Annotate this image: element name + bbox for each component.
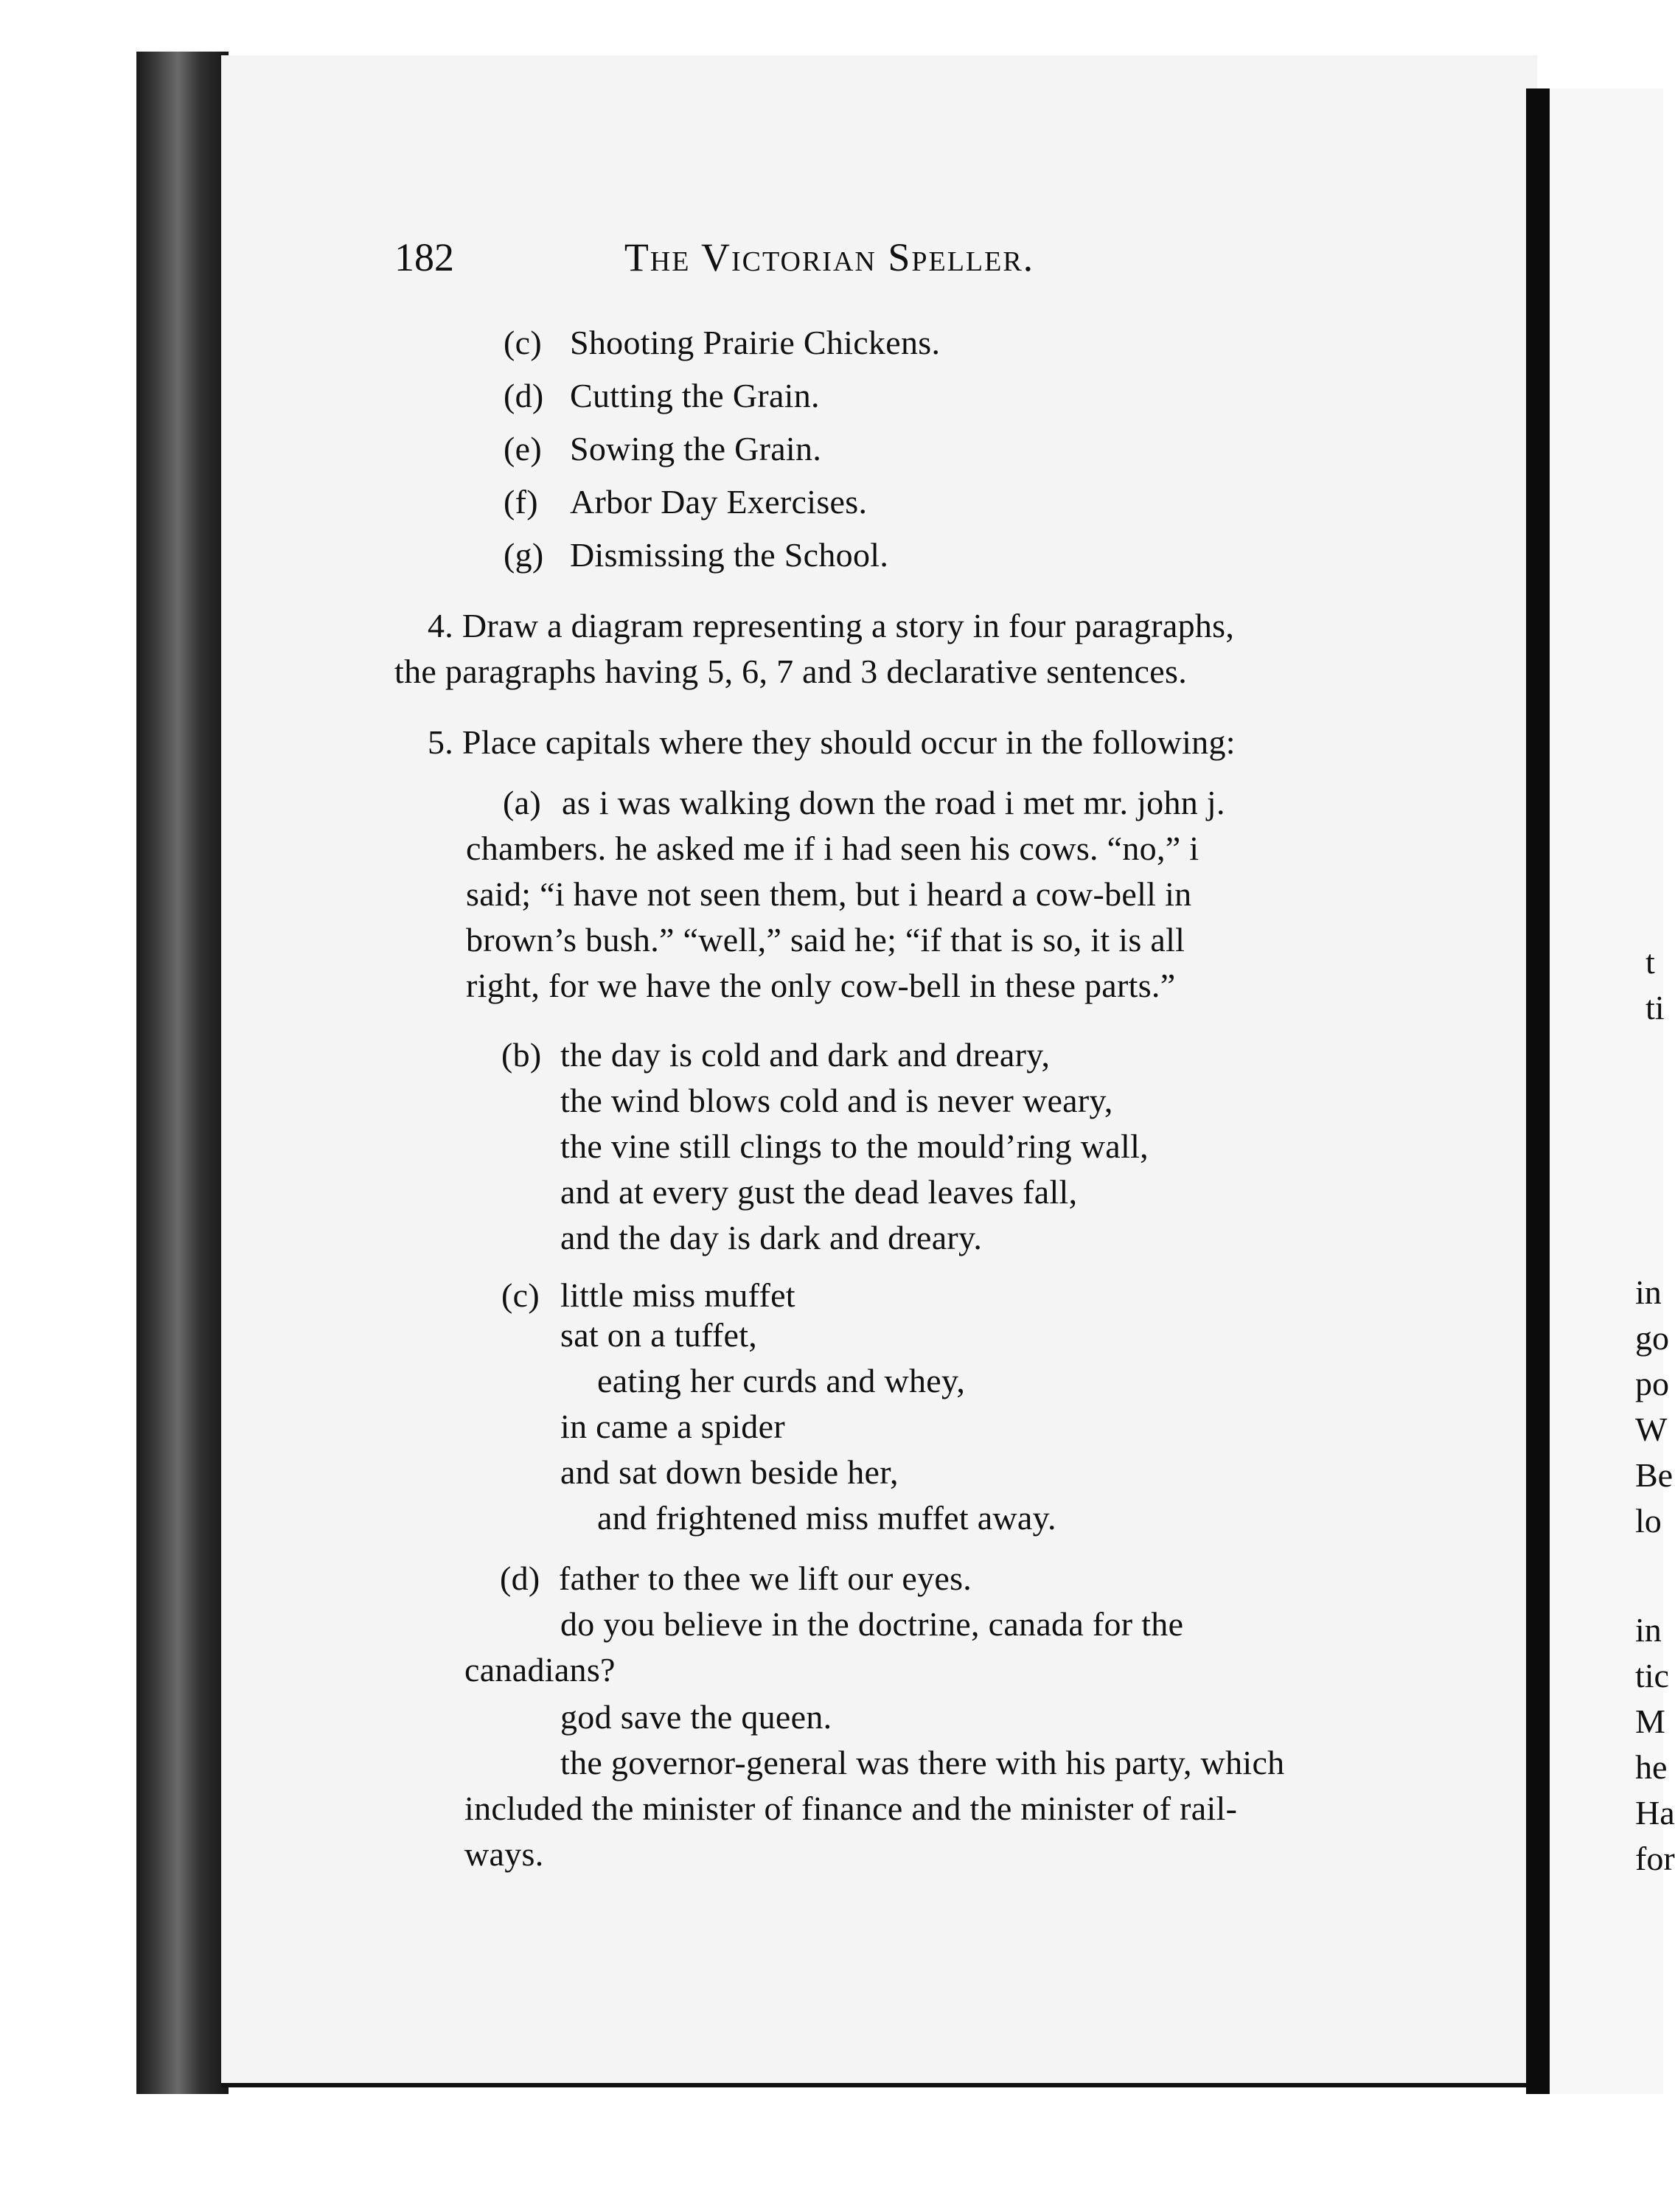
list-item-label: (g) — [504, 536, 544, 574]
list-item — [504, 323, 940, 362]
exercise-5c-line: in came a spider — [560, 1408, 785, 1445]
list-item-text: Dismissing the School. — [570, 536, 889, 574]
exercise-5c-line — [501, 1276, 795, 1315]
exercise-5b-line: the vine still clings to the mould’ring wall, — [560, 1127, 1149, 1165]
facing-page-fragment: in — [1635, 1273, 1662, 1311]
exercise-5d-line: god save the queen. — [560, 1698, 832, 1736]
list-item — [504, 429, 821, 468]
exercise-5b-label: (b) — [501, 1036, 542, 1074]
facing-page-fragment: M — [1635, 1703, 1665, 1740]
list-item-label: (f) — [504, 483, 538, 521]
facing-page-fragment: lo — [1635, 1502, 1662, 1540]
facing-page-fragment: go — [1635, 1319, 1669, 1357]
exercise-5a-line — [503, 783, 1225, 822]
list-item-text: Shooting Prairie Chickens. — [570, 324, 941, 361]
facing-page-fragment: tic — [1635, 1657, 1669, 1694]
exercise-4-line: 4. Draw a diagram representing a story in four paragraphs, — [428, 607, 1235, 644]
running-title: The Victorian Speller. — [624, 235, 1035, 279]
facing-page-fragment: po — [1635, 1365, 1669, 1402]
facing-page-fragment: W — [1635, 1411, 1668, 1448]
exercise-5c-line: and sat down beside her, — [560, 1453, 899, 1491]
exercise-5a-line: chambers. he asked me if i had seen his cows. “no,” i — [466, 830, 1199, 867]
list-item — [504, 482, 867, 521]
page-gutter — [1526, 88, 1550, 2094]
book-binding — [136, 52, 229, 2094]
facing-page-fragment: for — [1635, 1840, 1675, 1877]
facing-page-fragment: he — [1635, 1748, 1668, 1786]
exercise-5d-label: (d) — [500, 1559, 540, 1597]
facing-page-fragment: Be — [1635, 1456, 1674, 1494]
exercise-5c-line: and frightened miss muffet away. — [597, 1499, 1056, 1537]
exercise-5a-line: said; “i have not seen them, but i heard a cow-bell in — [466, 875, 1192, 913]
page-number: 182 — [394, 235, 454, 279]
exercise-5b-line: and the day is dark and dreary. — [560, 1219, 983, 1256]
list-item-text: Sowing the Grain. — [570, 430, 822, 467]
exercise-4-line: the paragraphs having 5, 6, 7 and 3 declarative sentences. — [394, 653, 1187, 690]
exercise-5b-line: the wind blows cold and is never weary, — [560, 1082, 1113, 1119]
exercise-5b-line — [501, 1035, 1050, 1074]
exercise-5d-line — [500, 1559, 972, 1598]
list-item-text: Cutting the Grain. — [570, 377, 820, 414]
exercise-5c-label: (c) — [501, 1276, 540, 1314]
exercise-5a-line: right, for we have the only cow-bell in these parts.” — [466, 967, 1176, 1004]
exercise-5a-line: brown’s bush.” “well,” said he; “if that is so, it is all — [466, 921, 1185, 959]
exercise-5d-line: the governor-general was there with his party, which — [560, 1744, 1285, 1781]
exercise-5a-text: as i was walking down the road i met mr. john j. — [562, 784, 1225, 821]
exercise-5c-text: little miss muffet — [560, 1276, 795, 1314]
exercise-5d-text: father to thee we lift our eyes. — [559, 1559, 972, 1597]
facing-page-fragment: Ha — [1635, 1794, 1675, 1832]
exercise-5-intro: 5. Place capitals where they should occur in the following: — [428, 723, 1236, 761]
facing-page-fragment: in — [1635, 1611, 1662, 1649]
facing-page-fragment: t — [1646, 943, 1655, 981]
list-item-label: (c) — [504, 324, 542, 361]
exercise-5b-text: the day is cold and dark and dreary, — [560, 1036, 1051, 1074]
exercise-5d-line: included the minister of finance and the minister of rail- — [464, 1790, 1238, 1827]
list-item-label: (d) — [504, 377, 544, 414]
exercise-5d-line: canadians? — [464, 1651, 616, 1688]
exercise-5d-line: do you believe in the doctrine, canada for the — [560, 1605, 1184, 1643]
list-item — [504, 376, 820, 415]
exercise-5d-line: ways. — [464, 1835, 544, 1873]
list-item-label: (e) — [504, 430, 542, 467]
exercise-5a-label: (a) — [503, 784, 541, 821]
list-item-text: Arbor Day Exercises. — [570, 483, 868, 521]
list-item — [504, 535, 888, 574]
exercise-5c-line: sat on a tuffet, — [560, 1316, 758, 1354]
facing-page-fragment: ti — [1646, 989, 1665, 1026]
exercise-5c-line: eating her curds and whey, — [597, 1362, 966, 1399]
exercise-5b-line: and at every gust the dead leaves fall, — [560, 1173, 1078, 1211]
